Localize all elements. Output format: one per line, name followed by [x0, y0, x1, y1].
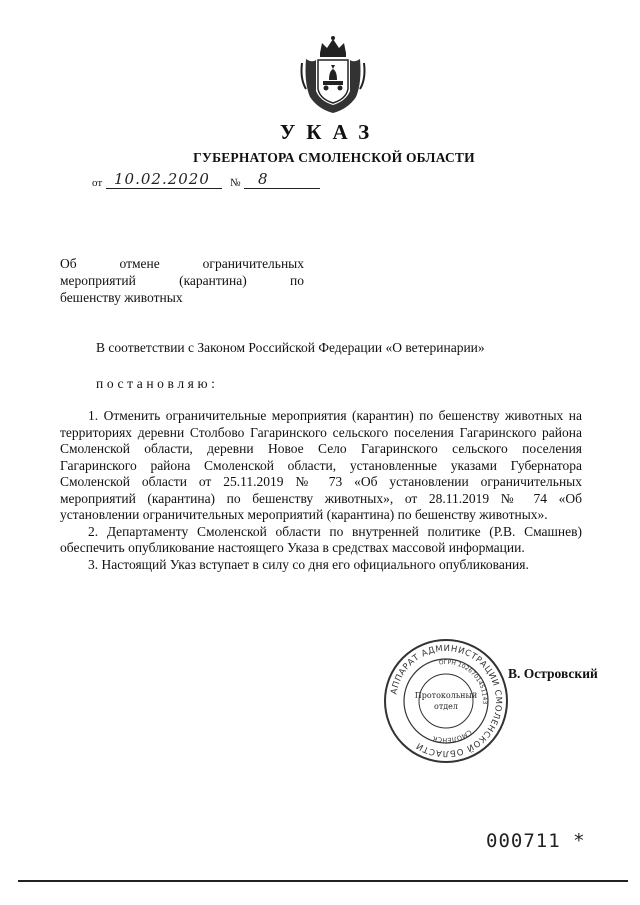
date-handwritten: 10.02.2020 [114, 170, 210, 188]
clause-3: 3. Настоящий Указ вступает в силу со дня его официального опубликования. [88, 556, 529, 572]
subject-line: мероприятий (карантина) по [60, 273, 304, 288]
document-subtitle: ГУБЕРНАТОРА СМОЛЕНСКОЙ ОБЛАСТИ [193, 150, 475, 165]
bottom-rule [18, 880, 628, 882]
number-prefix: № [230, 177, 241, 189]
stamp-center-line1: Протокольный [414, 691, 478, 700]
number-handwritten: 8 [258, 170, 269, 188]
signer-name: В. Островский [508, 666, 598, 681]
serial-number: 000711 * [486, 830, 586, 852]
svg-text:СМОЛЕНСК [431, 728, 473, 744]
stamp-ring-text: АППАРАТ АДМИНИСТРАЦИИ СМОЛЕНСКОЙ ОБЛАСТИ [389, 643, 504, 759]
clause-1: 1. Отменить ограничительные мероприятия (карантин) по бешенству животных на территориях деревни Столбово Гагаринского сельского поселения Гагаринского района Смоленской области, деревни Новое Село Гагаринского сельского поселения Гагаринского района Смоленской области, установленные указами Губернатора Смоленской области от 25.11.2019 № 73 «Об установлении ограничительных мероприятий (карантина) по бешенству животных», от 28.11.2019 № 74 «Об установлении ограничительных мероприятий (карантина) по бешенству животных». [60, 408, 582, 522]
clause-2: 2. Департаменту Смоленской области по внутренней политике (Р.В. Смашнев) обеспечить опубликование настоящего Указа в средствах массовой информации. [60, 523, 582, 555]
date-prefix: от [92, 177, 103, 189]
decree-subject [60, 255, 304, 306]
stamp-ogrn: ОГРН 1026701451143 [438, 658, 489, 705]
decree-body [60, 408, 582, 573]
number-underline [244, 188, 320, 189]
stamp-city: СМОЛЕНСК [431, 727, 474, 745]
decree-word: постановляю: [96, 376, 219, 391]
official-stamp [381, 636, 511, 766]
preamble: В соответствии с Законом Российской Федерации «О ветеринарии» [96, 340, 485, 355]
document-title: УКАЗ [279, 120, 381, 144]
subject-line: бешенству животных [60, 290, 183, 305]
subject-line: Об отмене ограничительных [60, 256, 304, 271]
coat-of-arms-emblem [296, 33, 370, 115]
stamp-center-line2: отдел [434, 702, 458, 711]
date-underline [106, 188, 222, 189]
date-number-line [92, 170, 332, 192]
